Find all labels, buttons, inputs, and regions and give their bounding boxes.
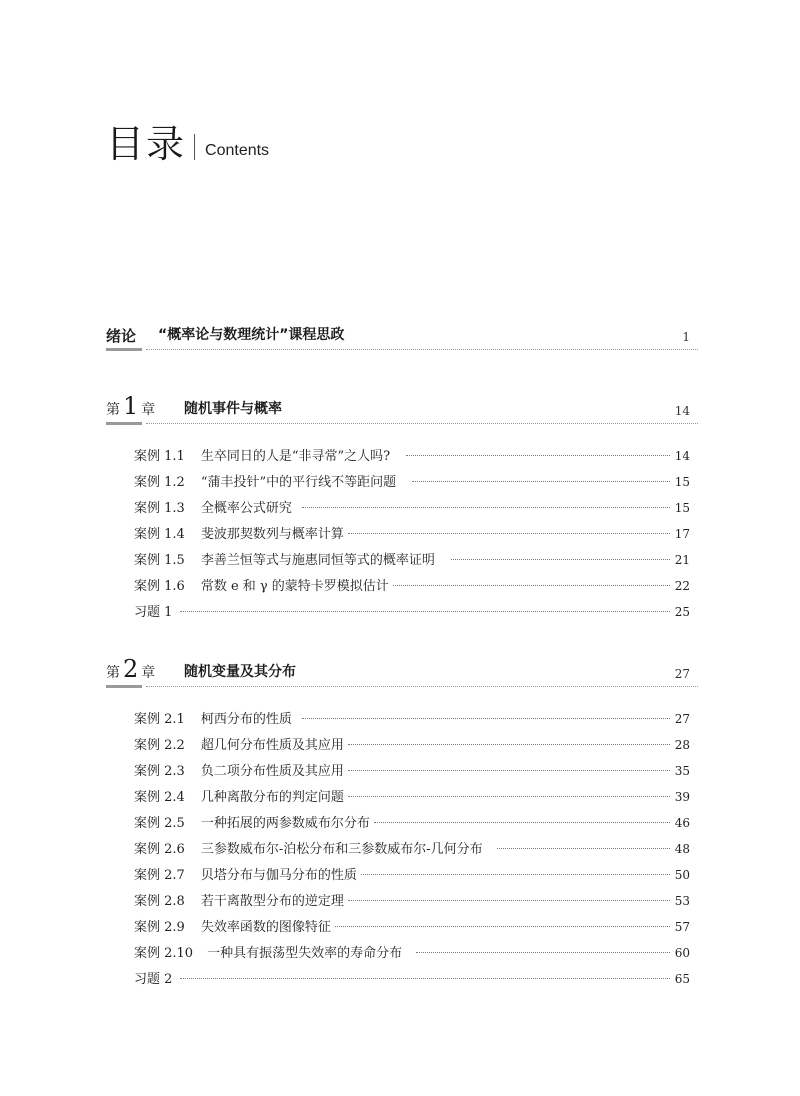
- intro-label: 绪论: [106, 327, 137, 345]
- chapter-2-heading[interactable]: [106, 655, 698, 689]
- toc-entry[interactable]: 案例 1.2 “蒲丰投针”中的平行线不等距问题 15: [134, 475, 690, 490]
- chapter-2-page: 27: [674, 667, 690, 681]
- toc-entry[interactable]: 案例 1.3 全概率公式研究 15: [134, 501, 690, 516]
- toc-entry[interactable]: 案例 2.3 负二项分布性质及其应用 35: [134, 764, 690, 779]
- intro-page: 1: [682, 330, 690, 344]
- intro-title: “概率论与数理统计”课程思政: [158, 327, 345, 343]
- toc-entry[interactable]: 案例 2.2 超几何分布性质及其应用 28: [134, 738, 690, 753]
- toc-entry[interactable]: 案例 2.10 一种具有振荡型失效率的寿命分布 60: [134, 946, 690, 961]
- toc-entry[interactable]: 案例 1.6 常数 e 和 γ 的蒙特卡罗模拟估计 22: [134, 579, 690, 594]
- toc-entry[interactable]: 案例 2.9 失效率函数的图像特征 57: [134, 920, 690, 935]
- toc-entry[interactable]: 案例 2.8 若干离散型分布的逆定理 53: [134, 894, 690, 909]
- toc-header: [106, 124, 269, 164]
- toc-entry[interactable]: 案例 2.4 几种离散分布的判定问题 39: [134, 790, 690, 805]
- heading-rule: [106, 348, 698, 352]
- chapter-1-page: 14: [674, 404, 690, 418]
- toc-entry[interactable]: 案例 1.4 斐波那契数列与概率计算 17: [134, 527, 690, 542]
- intro-heading[interactable]: [106, 318, 698, 352]
- chapter-2-entries: [134, 708, 690, 994]
- title-divider: [194, 134, 195, 160]
- toc-entry[interactable]: 案例 1.5 李善兰恒等式与施惠同恒等式的概率证明 21: [134, 553, 690, 568]
- chapter-2-label: 第 2 章: [106, 655, 156, 683]
- toc-title: 目录: [106, 122, 187, 166]
- chapter-2-number: 2: [123, 655, 139, 683]
- heading-rule: [106, 422, 698, 426]
- chapter-1-heading[interactable]: [106, 392, 698, 426]
- toc-title-english: Contents: [205, 142, 270, 159]
- heading-rule: [106, 685, 698, 689]
- chapter-1-entries: [134, 445, 690, 627]
- toc-entry[interactable]: 案例 2.5 一种拓展的两参数威布尔分布 46: [134, 816, 690, 831]
- chapter-1-label: 第 1 章: [106, 392, 156, 420]
- toc-entry-exercises[interactable]: 习题 1 25: [134, 605, 690, 620]
- toc-entry-exercises[interactable]: 习题 2 65: [134, 972, 690, 987]
- chapter-1-title: 随机事件与概率: [184, 401, 282, 417]
- toc-entry[interactable]: 案例 2.6 三参数威布尔-泊松分布和三参数威布尔-几何分布 48: [134, 842, 690, 857]
- chapter-1-number: 1: [123, 392, 139, 420]
- toc-entry[interactable]: 案例 2.7 贝塔分布与伽马分布的性质 50: [134, 868, 690, 883]
- toc-entry[interactable]: 案例 1.1 生卒同日的人是“非寻常”之人吗? 14: [134, 449, 690, 464]
- chapter-2-title: 随机变量及其分布: [184, 664, 296, 680]
- toc-entry[interactable]: 案例 2.1 柯西分布的性质 27: [134, 712, 690, 727]
